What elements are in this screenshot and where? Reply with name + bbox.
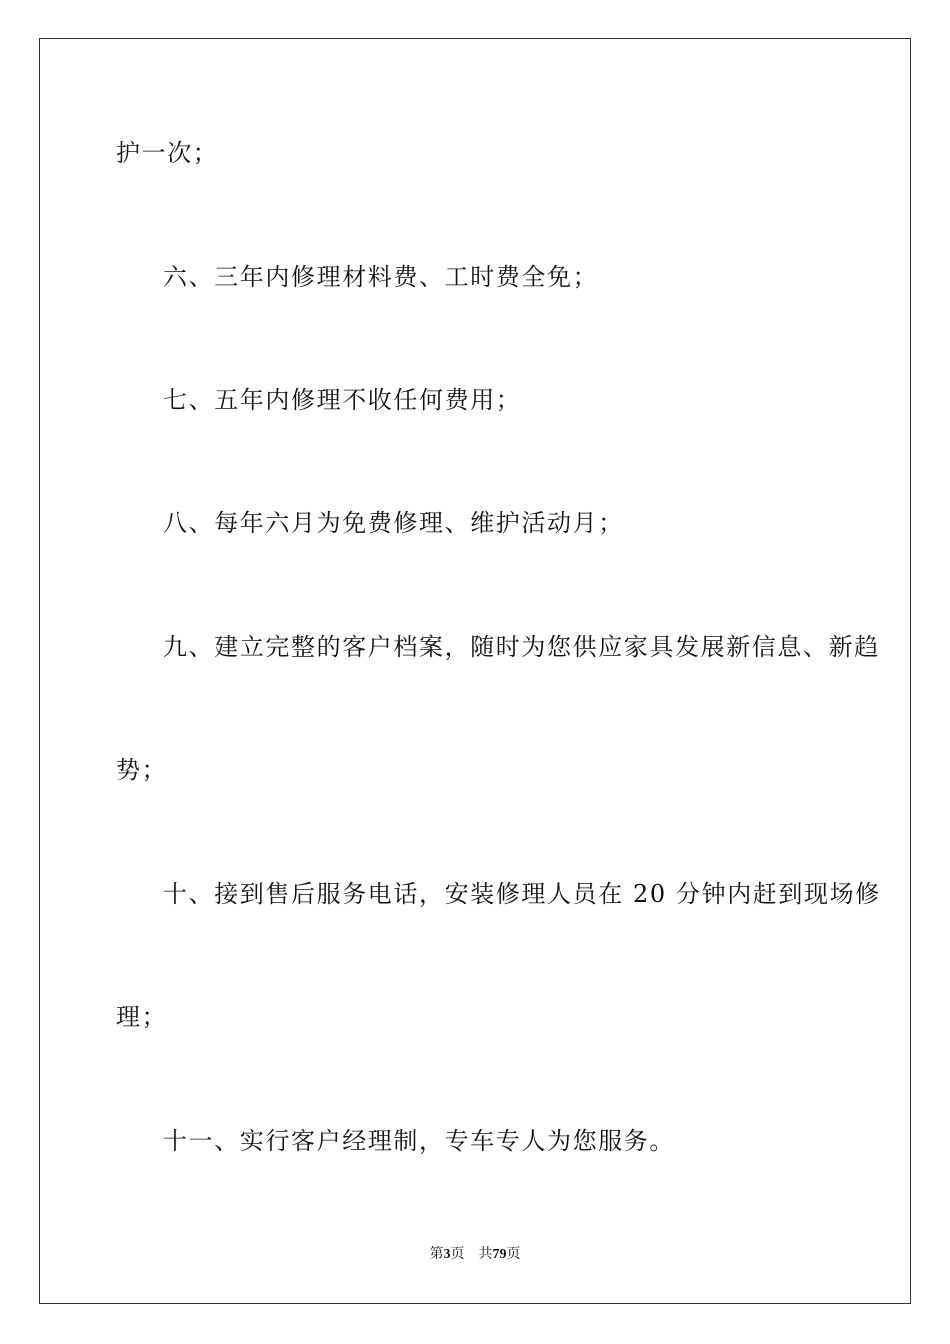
paragraph-line-3: 七、五年内修理不收任何费用；: [163, 386, 522, 414]
footer-page-prefix: 第: [429, 1247, 444, 1262]
paragraph-line-6: 势；: [116, 756, 168, 784]
page-border: [39, 38, 911, 1304]
page-footer: [0, 1246, 950, 1264]
paragraph-line-4: 八、每年六月为免费修理、维护活动月；: [163, 509, 624, 537]
footer-page-suffix: 页: [450, 1247, 465, 1262]
footer-page-number: 3: [443, 1247, 451, 1262]
paragraph-line-7: 十、接到售后服务电话，安装修理人员在 20 分钟内赶到现场修: [163, 880, 881, 908]
paragraph-line-8: 理；: [116, 1003, 168, 1031]
footer-total-suffix: 页: [506, 1247, 521, 1262]
paragraph-line-9: 十一、实行客户经理制，专车专人为您服务。: [163, 1127, 675, 1155]
paragraph-line-2: 六、三年内修理材料费、工时费全免；: [163, 263, 599, 291]
paragraph-line-5: 九、建立完整的客户档案，随时为您供应家具发展新信息、新趋: [163, 633, 880, 661]
paragraph-line-1: 护一次；: [116, 139, 219, 167]
footer-total-pages: 79: [492, 1247, 507, 1262]
footer-total-prefix: 共: [478, 1247, 493, 1262]
